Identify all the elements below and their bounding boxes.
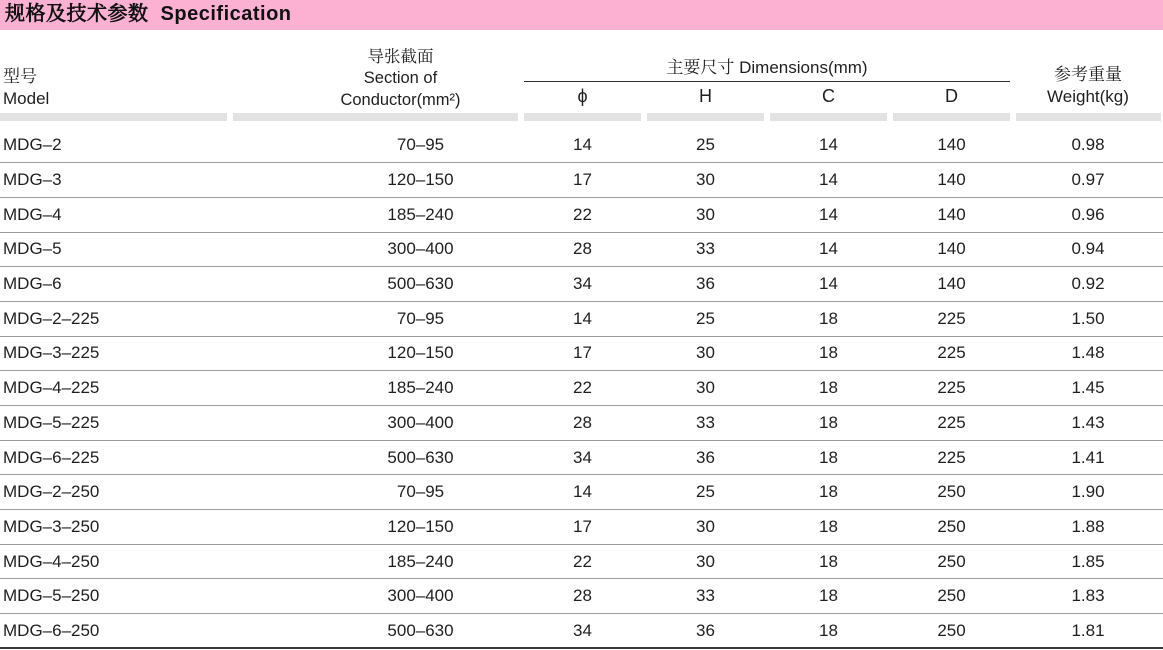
cell-weight: 0.97 — [1013, 163, 1163, 198]
cell-c: 14 — [767, 163, 890, 198]
cell-phi: 22 — [521, 544, 644, 579]
cell-section: 300–400 — [230, 579, 521, 614]
cell-d: 140 — [890, 267, 1013, 302]
header-dim-c: C — [822, 86, 835, 106]
cell-c: 14 — [767, 197, 890, 232]
header-weight-en: Weight(kg) — [1047, 87, 1129, 106]
cell-section: 185–240 — [230, 544, 521, 579]
cell-h: 30 — [644, 510, 767, 545]
cell-c: 18 — [767, 336, 890, 371]
header-dim-h: H — [699, 86, 712, 106]
header-dimensions-label: 主要尺寸 Dimensions(mm) — [524, 53, 1010, 82]
cell-model: MDG–5–250 — [0, 579, 230, 614]
cell-weight: 1.45 — [1013, 371, 1163, 406]
table-row — [0, 301, 1163, 336]
cell-h: 30 — [644, 163, 767, 198]
header-weight-zh: 参考重量 — [1054, 65, 1122, 84]
header-dim-d: D — [945, 86, 958, 106]
cell-weight: 1.85 — [1013, 544, 1163, 579]
table-row — [0, 232, 1163, 267]
cell-phi: 22 — [521, 371, 644, 406]
cell-section: 500–630 — [230, 440, 521, 475]
cell-weight: 1.81 — [1013, 614, 1163, 649]
table-row — [0, 475, 1163, 510]
cell-weight: 0.96 — [1013, 197, 1163, 232]
cell-phi: 14 — [521, 301, 644, 336]
table-row — [0, 440, 1163, 475]
cell-h: 36 — [644, 440, 767, 475]
table-row — [0, 510, 1163, 545]
cell-c: 18 — [767, 614, 890, 649]
page-title: 规格及技术参数 Specification — [0, 0, 1163, 30]
table-row — [0, 163, 1163, 198]
cell-d: 250 — [890, 510, 1013, 545]
cell-h: 33 — [644, 232, 767, 267]
cell-c: 18 — [767, 406, 890, 441]
cell-h: 36 — [644, 267, 767, 302]
cell-h: 33 — [644, 406, 767, 441]
cell-section: 70–95 — [230, 301, 521, 336]
header-section-en2: Conductor(mm²) — [340, 90, 461, 109]
table-row — [0, 614, 1163, 649]
cell-model: MDG–6 — [0, 267, 230, 302]
cell-c: 14 — [767, 267, 890, 302]
header-section-zh: 导张截面 — [367, 47, 434, 66]
cell-d: 225 — [890, 371, 1013, 406]
cell-c: 18 — [767, 475, 890, 510]
cell-h: 25 — [644, 475, 767, 510]
cell-section: 300–400 — [230, 406, 521, 441]
cell-phi: 17 — [521, 163, 644, 198]
cell-weight: 1.43 — [1013, 406, 1163, 441]
cell-section: 185–240 — [230, 197, 521, 232]
header-underline-bar — [0, 113, 227, 121]
cell-d: 250 — [890, 614, 1013, 649]
table-row — [0, 544, 1163, 579]
header-section — [230, 30, 521, 113]
cell-d: 140 — [890, 163, 1013, 198]
cell-h: 33 — [644, 579, 767, 614]
header-underline-bar — [770, 113, 887, 121]
cell-section: 120–150 — [230, 510, 521, 545]
cell-weight: 1.50 — [1013, 301, 1163, 336]
header-underline-bar — [524, 113, 641, 121]
cell-c: 18 — [767, 579, 890, 614]
cell-c: 18 — [767, 440, 890, 475]
table-row — [0, 579, 1163, 614]
header-weight — [1013, 30, 1163, 113]
cell-weight: 0.94 — [1013, 232, 1163, 267]
cell-phi: 17 — [521, 510, 644, 545]
cell-section: 185–240 — [230, 371, 521, 406]
cell-model: MDG–4–250 — [0, 544, 230, 579]
table-row — [0, 336, 1163, 371]
cell-h: 25 — [644, 128, 767, 163]
cell-h: 30 — [644, 336, 767, 371]
cell-model: MDG–3–225 — [0, 336, 230, 371]
table-row — [0, 197, 1163, 232]
cell-section: 300–400 — [230, 232, 521, 267]
cell-section: 120–150 — [230, 163, 521, 198]
cell-phi: 14 — [521, 475, 644, 510]
cell-c: 14 — [767, 128, 890, 163]
cell-model: MDG–3 — [0, 163, 230, 198]
cell-weight: 1.88 — [1013, 510, 1163, 545]
table-row — [0, 406, 1163, 441]
cell-phi: 17 — [521, 336, 644, 371]
cell-model: MDG–4 — [0, 197, 230, 232]
cell-h: 30 — [644, 544, 767, 579]
header-model — [0, 30, 230, 113]
cell-d: 140 — [890, 232, 1013, 267]
cell-model: MDG–6–250 — [0, 614, 230, 649]
cell-model: MDG–5–225 — [0, 406, 230, 441]
cell-d: 250 — [890, 579, 1013, 614]
cell-section: 70–95 — [230, 475, 521, 510]
cell-d: 225 — [890, 440, 1013, 475]
cell-weight: 1.48 — [1013, 336, 1163, 371]
cell-section: 70–95 — [230, 128, 521, 163]
table-row — [0, 371, 1163, 406]
cell-weight: 1.41 — [1013, 440, 1163, 475]
cell-c: 18 — [767, 371, 890, 406]
cell-section: 500–630 — [230, 267, 521, 302]
spec-table — [0, 30, 1163, 649]
cell-weight: 0.92 — [1013, 267, 1163, 302]
cell-model: MDG–2–250 — [0, 475, 230, 510]
cell-model: MDG–5 — [0, 232, 230, 267]
header-row-top — [0, 30, 1163, 82]
cell-h: 30 — [644, 371, 767, 406]
header-underline-bar — [647, 113, 764, 121]
cell-c: 18 — [767, 510, 890, 545]
cell-d: 250 — [890, 475, 1013, 510]
header-underline-bar — [893, 113, 1010, 121]
cell-c: 18 — [767, 544, 890, 579]
cell-model: MDG–2–225 — [0, 301, 230, 336]
cell-d: 225 — [890, 406, 1013, 441]
header-model-en: Model — [3, 89, 50, 108]
cell-phi: 28 — [521, 579, 644, 614]
header-model-zh: 型号 — [3, 67, 37, 86]
cell-phi: 28 — [521, 232, 644, 267]
cell-h: 30 — [644, 197, 767, 232]
cell-d: 140 — [890, 197, 1013, 232]
cell-d: 225 — [890, 301, 1013, 336]
cell-h: 25 — [644, 301, 767, 336]
cell-phi: 22 — [521, 197, 644, 232]
cell-phi: 28 — [521, 406, 644, 441]
header-section-en1: Section of — [363, 69, 438, 87]
spec-table-body — [0, 128, 1163, 648]
header-dim-phi: ϕ — [577, 86, 588, 106]
cell-phi: 34 — [521, 267, 644, 302]
cell-d: 250 — [890, 544, 1013, 579]
cell-section: 500–630 — [230, 614, 521, 649]
cell-weight: 0.98 — [1013, 128, 1163, 163]
cell-model: MDG–6–225 — [0, 440, 230, 475]
cell-section: 120–150 — [230, 336, 521, 371]
cell-d: 225 — [890, 336, 1013, 371]
cell-phi: 34 — [521, 614, 644, 649]
cell-phi: 14 — [521, 128, 644, 163]
spec-table-header — [0, 30, 1163, 128]
cell-c: 14 — [767, 232, 890, 267]
table-row — [0, 128, 1163, 163]
table-row — [0, 267, 1163, 302]
header-dimensions-group — [521, 30, 1013, 82]
cell-model: MDG–3–250 — [0, 510, 230, 545]
cell-h: 36 — [644, 614, 767, 649]
cell-c: 18 — [767, 301, 890, 336]
header-underline-bar — [233, 113, 518, 121]
cell-model: MDG–4–225 — [0, 371, 230, 406]
cell-phi: 34 — [521, 440, 644, 475]
cell-d: 140 — [890, 128, 1013, 163]
header-underline-row — [0, 113, 1163, 128]
cell-weight: 1.90 — [1013, 475, 1163, 510]
cell-model: MDG–2 — [0, 128, 230, 163]
header-underline-bar — [1016, 113, 1161, 121]
cell-weight: 1.83 — [1013, 579, 1163, 614]
